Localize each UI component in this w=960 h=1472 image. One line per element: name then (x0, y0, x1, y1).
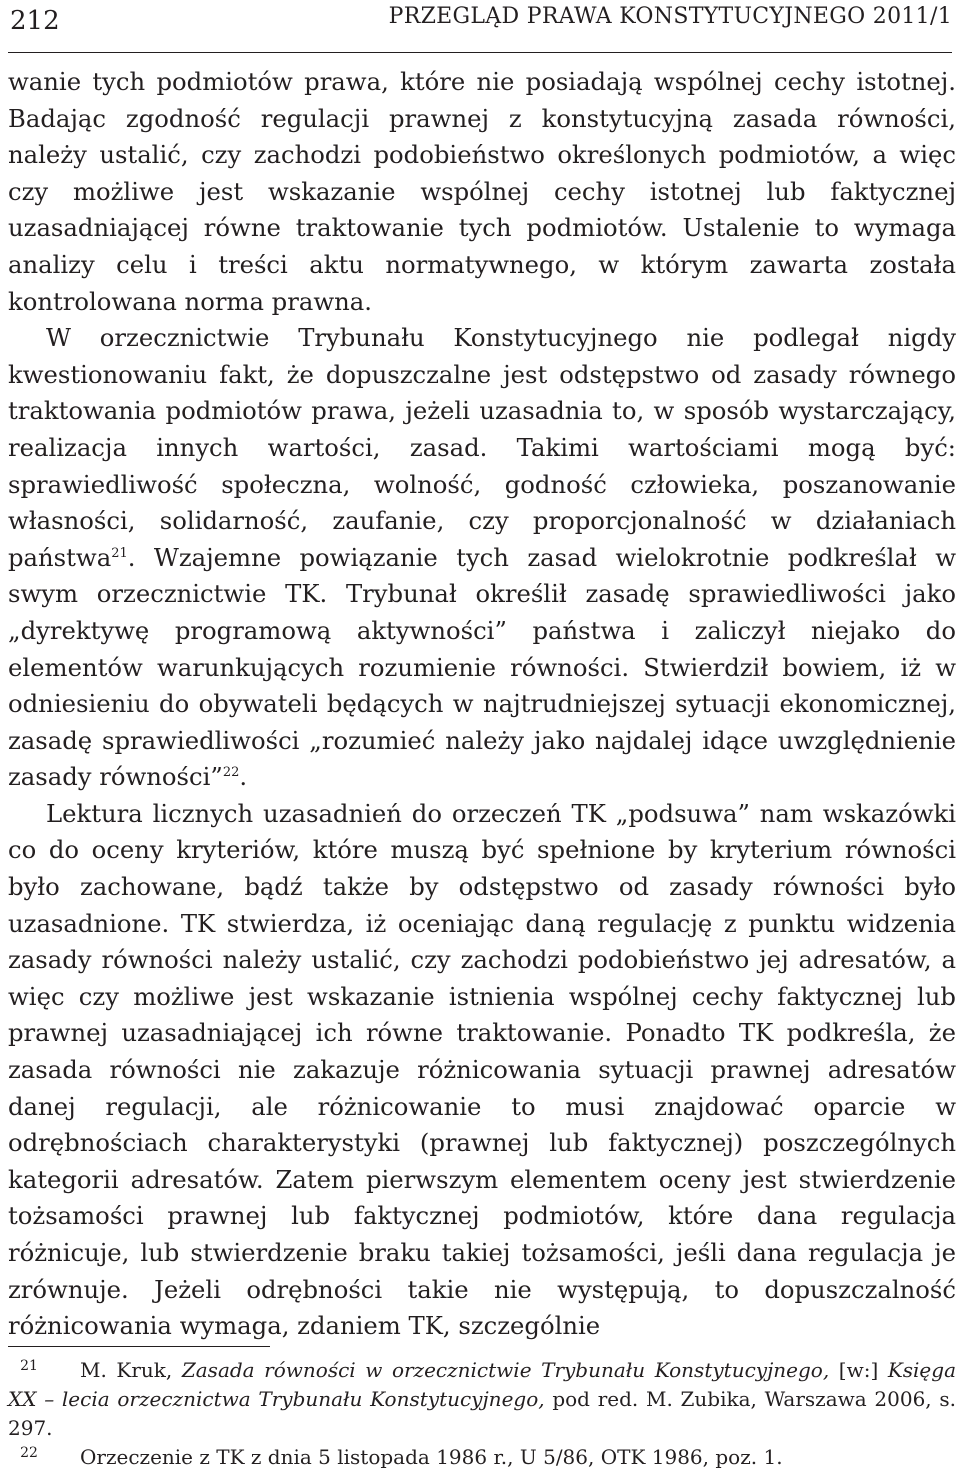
footnote-21-book: Księga XX – lecia orzecznictwa Trybunału Konstytucyjnego, (8, 1358, 956, 1411)
journal-title: PRZEGLĄD PRAWA KONSTYTUCYJNEGO 2011/1 (388, 4, 952, 29)
paragraph-1-text: wanie tych podmiotów prawa, które nie posiadają wspólnej cechy istotnej. Badając zgodność regulacji prawnej z konstytucyjną zasada równości, należy ustalić, czy zachodzi podobieństwo określonych podmiotów, a więc czy możliwe jest wskazanie wspólnej cechy istotnej lub faktycznej uzasadniającej równe traktowanie tych podmiotów. Ustalenie to wymaga analizy celu i treści aktu normatywnego, w którym zawarta została kontrolowana norma prawna. (8, 67, 956, 316)
footnote-22-text: Orzeczenie z TK z dnia 5 listopada 1986 r., U 5/86, OTK 1986, poz. 1. (80, 1445, 783, 1469)
footnote-21 (8, 1356, 956, 1443)
footnote-separator (8, 1346, 270, 1347)
paragraph-3-text: Lektura licznych uzasadnień do orzeczeń TK „podsuwa” nam wskazówki co do oceny kryteriów, które muszą być spełnione by kryterium równości było zachowane, bądź także by odstępstwo od zasady równości było uzasadnione. TK stwierdza, iż oceniając daną regulację z punktu widzenia zasady równości należy ustalić, czy zachodzi podobieństwo jej adresatów, a więc czy możliwe jest wskazanie istnienia wspólnej cechy faktycznej lub prawnej uzasadniającej ich równe traktowanie. Ponadto TK podkreśla, że zasada równości nie zakazuje różnicowania sytuacji prawnej adresatów danej regulacji, ale różnicowanie to musi znajdować oparcie w odrębnościach charakterystyki (prawnej lub faktycznej) poszczególnych kategorii adresatów. Zatem pierwszym elementem oceny jest stwierdzenie tożsamości prawnej lub faktycznej podmiotów, które dana regulacja różnicuje, lub stwierdzenie braku takiej tożsamości, jeśli dana regulacja je zrównuje. Jeżeli odrębności takie nie występują, to dopuszczalność różnicowania wymaga, zdaniem TK, szczególnie (8, 798, 956, 1341)
paragraph-2-text-c: . (239, 762, 248, 792)
footnote-21-pub: pod red. M. Zubika, Warszawa 2006, s. 297. (8, 1387, 956, 1440)
paragraph-1 (8, 64, 956, 320)
paragraph-3 (8, 796, 956, 1345)
footnote-22 (8, 1443, 956, 1472)
running-header (8, 0, 952, 53)
footnote-21-title: Zasada równości w orzecznictwie Trybunału Konstytucyjnego, (181, 1358, 830, 1382)
footnote-22-number: 22 (20, 1445, 38, 1461)
paragraph-2-text-a: W orzecznictwie Trybunału Konstytucyjnego nie podlegał nigdy kwestionowaniu fakt, że dopuszczalne jest odstępstwo od zasady równego traktowania podmiotów prawa, jeżeli uzasadnia to, w sposób wystarczający, realizacja innych wartości, zasad. Takimi wartościami mogą być: sprawiedliwość społeczna, wolność, godność człowieka, poszanowanie własności, solidarność, zaufanie, czy proporcjonalność w działaniach państwa (8, 323, 956, 572)
footnote-ref-21[interactable]: 21 (111, 545, 128, 561)
paragraph-2-text-b: . Wzajemne powiązanie tych zasad wielokrotnie podkreślał w swym orzecznictwie TK. Trybunał określił zasadę sprawiedliwości jako „dyrektywę programową aktywności” państwa i zaliczył niejako do elementów warunkujących rozumienie równości. Stwierdził bowiem, iż w odniesieniu do obywateli będących w najtrudniejszej sytuacji ekonomicznej, zasadę sprawiedliwości „rozumieć należy jako najdalej idące uwzględnienie zasady równości” (8, 542, 956, 792)
page-number: 212 (10, 6, 60, 36)
footnote-ref-22[interactable]: 22 (222, 765, 240, 781)
footnotes (8, 1356, 956, 1472)
main-text (8, 64, 956, 1345)
paragraph-2 (8, 320, 956, 796)
footnote-21-in: [w:] (829, 1358, 888, 1382)
footnote-21-number: 21 (20, 1358, 38, 1374)
footnote-21-author: M. Kruk, (80, 1358, 182, 1382)
